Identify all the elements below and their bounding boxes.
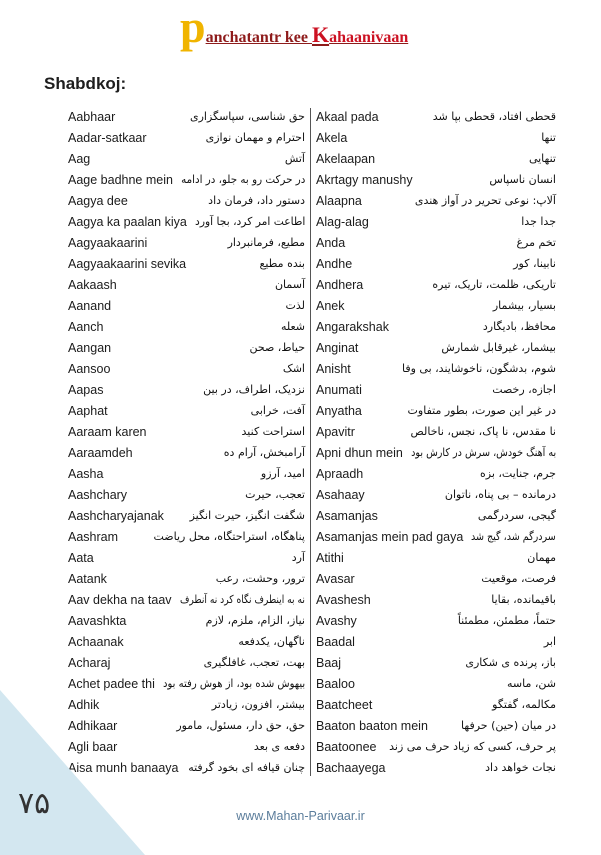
glossary-entry <box>68 211 305 232</box>
glossary-entry <box>68 337 305 358</box>
entry-meaning: لذت <box>285 299 305 312</box>
entry-term: Agli baar <box>68 740 118 754</box>
glossary-entry <box>316 106 556 127</box>
entry-meaning: تخم مرغ <box>516 236 556 249</box>
entry-term: Asamanjas mein pad gaya <box>316 530 464 544</box>
entry-term: Aashram <box>68 530 119 544</box>
glossary-entry <box>68 652 305 673</box>
entry-meaning: حیاط، صحن <box>249 341 305 354</box>
glossary-entry <box>68 316 305 337</box>
entry-meaning: حتماً، مطمئن، مطمئناً <box>457 614 556 627</box>
glossary-entry <box>316 736 556 757</box>
glossary-entry <box>68 400 305 421</box>
entry-term: Aag <box>68 152 91 166</box>
entry-term: Baaton baaton mein <box>316 719 428 733</box>
entry-term: Apavitr <box>316 425 355 439</box>
entry-term: Anek <box>316 299 345 313</box>
entry-term: Akrtagy manushy <box>316 173 413 187</box>
page-number: ۷۵ <box>18 786 51 821</box>
entry-meaning: اشک <box>282 362 305 375</box>
entry-meaning: شوم، بدشگون، ناخوشایند، بی وفا <box>401 362 556 375</box>
glossary-entry <box>316 232 556 253</box>
glossary-entry <box>316 505 556 526</box>
entry-term: Adhikaar <box>68 719 118 733</box>
entry-meaning: شعله <box>280 320 305 333</box>
entry-term: Aanch <box>68 320 104 334</box>
entry-meaning: آسمان <box>274 278 305 291</box>
page-title <box>180 1 408 54</box>
entry-meaning: دفعه ی بعد <box>253 740 305 753</box>
entry-term: Bachaayega <box>316 761 386 775</box>
column-divider <box>310 108 311 776</box>
entry-term: Aatank <box>68 572 107 586</box>
entry-meaning: در غیر این صورت، بطور متفاوت <box>407 404 556 417</box>
glossary-entry <box>316 211 556 232</box>
entry-meaning: نابینا، کور <box>513 257 556 270</box>
entry-term: Aagya dee <box>68 194 128 208</box>
entry-meaning: آلاپ: نوعی تحریر در آواز هندی <box>414 194 556 207</box>
glossary-entry <box>68 526 305 547</box>
glossary-entry <box>68 463 305 484</box>
glossary-entry <box>316 673 556 694</box>
entry-meaning: جدا جدا <box>521 215 556 228</box>
entry-meaning: دستور داد، فرمان داد <box>208 194 305 207</box>
entry-meaning: اجازه، رخصت <box>492 383 556 396</box>
glossary-column-right <box>316 106 556 778</box>
entry-term: Aakaash <box>68 278 117 292</box>
entry-term: Apraadh <box>316 467 364 481</box>
entry-meaning: تنها <box>541 131 556 144</box>
entry-term: Baatoonee <box>316 740 377 754</box>
entry-meaning: انسان ناسپاس <box>489 173 556 186</box>
entry-meaning: چنان قیافه ای بخود گرفته <box>188 761 305 774</box>
glossary-entry <box>68 190 305 211</box>
entry-term: Aav dekha na taav <box>68 593 172 607</box>
glossary-entry <box>316 421 556 442</box>
entry-term: Achaanak <box>68 635 124 649</box>
glossary-entry <box>68 547 305 568</box>
entry-term: Aabhaar <box>68 110 116 124</box>
entry-meaning: نزدیک، اطراف، در بین <box>203 383 305 396</box>
entry-term: Baatcheet <box>316 698 373 712</box>
entry-meaning: ناگهان، یکدفعه <box>238 635 305 648</box>
entry-meaning: احترام و مهمان نوازی <box>205 131 305 144</box>
entry-term: Aage badhne mein <box>68 173 173 187</box>
glossary-entry <box>68 589 305 610</box>
entry-term: Aagyaakaarini <box>68 236 148 250</box>
glossary-entry <box>316 400 556 421</box>
glossary-entry <box>316 127 556 148</box>
entry-term: Aashchary <box>68 488 128 502</box>
glossary-entry <box>316 169 556 190</box>
entry-meaning: پناهگاه، استراحتگاه، محل ریاضت <box>153 530 305 543</box>
title-drop-letter: p <box>180 1 206 52</box>
glossary-entry <box>68 169 305 190</box>
entry-meaning: پر حرف، کسی که زیاد حرف می زند <box>389 740 556 753</box>
title-accent-letter: K <box>311 22 330 47</box>
entry-term: Aashcharyajanak <box>68 509 164 523</box>
entry-term: Anyatha <box>316 404 362 418</box>
entry-term: Baaj <box>316 656 342 670</box>
entry-term: Aagya ka paalan kiya <box>68 215 187 229</box>
entry-term: Adhik <box>68 698 100 712</box>
entry-term: Aavashkta <box>68 614 127 628</box>
entry-meaning: ابر <box>543 635 556 648</box>
entry-meaning: گیجی، سردرگمی <box>477 509 556 522</box>
entry-term: Akelaapan <box>316 152 376 166</box>
glossary-entry <box>316 757 556 778</box>
entry-term: Aagyaakaarini sevika <box>68 257 187 271</box>
entry-meaning: آتش <box>284 152 305 165</box>
entry-meaning: شگفت انگیز، حیرت انگیز <box>189 509 305 522</box>
entry-term: Baadal <box>316 635 355 649</box>
entry-term: Aaraamdeh <box>68 446 133 460</box>
entry-term: Alaapna <box>316 194 362 208</box>
entry-term: Aangan <box>68 341 112 355</box>
glossary-entry <box>68 610 305 631</box>
glossary-entry <box>68 253 305 274</box>
entry-meaning: فرصت، موقعیت <box>481 572 556 585</box>
glossary-heading: Shabdkoj: <box>44 74 127 93</box>
glossary-entry <box>68 148 305 169</box>
glossary-entry <box>68 295 305 316</box>
glossary-column-left <box>68 106 305 778</box>
entry-meaning: استراحت کنید <box>241 425 305 438</box>
glossary-entry <box>68 274 305 295</box>
entry-meaning: امید، آرزو <box>260 467 305 480</box>
entry-meaning: اطاعت امر کرد، بجا آورد <box>194 215 305 228</box>
entry-term: Akaal pada <box>316 110 379 124</box>
entry-meaning: مکالمه، گفتگو <box>492 698 556 711</box>
entry-term: Aisa munh banaaya <box>68 761 179 775</box>
entry-term: Aata <box>68 551 94 565</box>
glossary-entry <box>316 610 556 631</box>
entry-term: Angarakshak <box>316 320 389 334</box>
entry-meaning: تعجب، حیرت <box>245 488 305 501</box>
entry-meaning: بسیار، بیشمار <box>492 299 556 312</box>
glossary-entry <box>68 442 305 463</box>
entry-meaning: بیشتر، افزون، زیادتر <box>211 698 305 711</box>
glossary-entry <box>316 463 556 484</box>
entry-meaning: مهمان <box>527 551 556 564</box>
glossary-entry <box>68 568 305 589</box>
entry-term: Alag-alag <box>316 215 369 229</box>
entry-meaning: در حرکت رو به جلو، در ادامه <box>180 173 305 186</box>
entry-term: Avashy <box>316 614 357 628</box>
entry-meaning: در میان (حین) حرفها <box>461 719 556 732</box>
glossary-entry <box>316 715 556 736</box>
glossary-entry <box>316 358 556 379</box>
glossary-entry <box>316 652 556 673</box>
entry-term: Avasar <box>316 572 355 586</box>
entry-term: Akela <box>316 131 348 145</box>
entry-meaning: ترور، وحشت، رعب <box>215 572 305 585</box>
glossary-entry <box>68 505 305 526</box>
entry-meaning: تاریکی، ظلمت، تاریک، تیره <box>432 278 556 291</box>
glossary-entry <box>68 631 305 652</box>
entry-term: Baaloo <box>316 677 355 691</box>
entry-meaning: تنهایی <box>528 152 556 165</box>
entry-meaning: بیشمار، غیرقابل شمارش <box>441 341 556 354</box>
glossary-entry <box>68 484 305 505</box>
entry-term: Aanand <box>68 299 112 313</box>
entry-meaning: نه به اینطرف نگاه کرد نه آنطرف <box>180 593 305 606</box>
entry-term: Avashesh <box>316 593 371 607</box>
glossary-entry <box>316 484 556 505</box>
entry-meaning: نیاز، الزام، ملزم، لازم <box>205 614 305 627</box>
glossary-entry <box>316 547 556 568</box>
entry-term: Aaraam karen <box>68 425 147 439</box>
glossary-entry <box>316 274 556 295</box>
entry-term: Atithi <box>316 551 344 565</box>
entry-meaning: آرامبخش، آرام ده <box>223 446 305 459</box>
entry-meaning: نا مقدس، نا پاک، نجس، ناخالص <box>410 425 556 438</box>
entry-meaning: آفت، خرابی <box>250 404 305 417</box>
entry-term: Aapas <box>68 383 104 397</box>
entry-term: Asahaay <box>316 488 365 502</box>
entry-meaning: محافظ، بادیگارد <box>482 320 556 333</box>
entry-term: Anginat <box>316 341 359 355</box>
glossary-entry <box>68 379 305 400</box>
glossary-entry <box>316 694 556 715</box>
glossary-entry <box>316 337 556 358</box>
entry-term: Aadar-satkaar <box>68 131 147 145</box>
entry-meaning: جرم، جنایت، بزه <box>479 467 556 480</box>
glossary-entry <box>68 358 305 379</box>
entry-term: Acharaj <box>68 656 111 670</box>
entry-term: Achet padee thi <box>68 677 155 691</box>
glossary-entry <box>316 442 556 463</box>
glossary-entry <box>316 589 556 610</box>
entry-meaning: شن، ماسه <box>507 677 556 690</box>
footer-website: www.Mahan-Parivaar.ir <box>236 809 365 823</box>
glossary-entry <box>316 631 556 652</box>
entry-meaning: به آهنگ خودش، سرش در کارش بود <box>410 446 556 459</box>
title-text-part-2: ahaanivaan <box>329 29 409 46</box>
entry-term: Anda <box>316 236 346 250</box>
entry-term: Aaphat <box>68 404 108 418</box>
glossary-entry <box>316 316 556 337</box>
entry-meaning: قحطی افتاد، قحطی بپا شد <box>432 110 556 123</box>
glossary-entry <box>316 253 556 274</box>
title-text-part-1: anchatantr kee <box>205 29 312 46</box>
entry-meaning: بیهوش شده بود، از هوش رفته بود <box>162 677 305 690</box>
entry-term: Apni dhun mein <box>316 446 403 460</box>
entry-term: Andhera <box>316 278 364 292</box>
glossary-entry <box>316 148 556 169</box>
entry-meaning: آرد <box>291 551 305 564</box>
entry-term: Anisht <box>316 362 351 376</box>
entry-meaning: حق، حق دار، مسئول، مامور <box>176 719 305 732</box>
entry-term: Aasha <box>68 467 104 481</box>
glossary-entry <box>316 295 556 316</box>
glossary-entry <box>316 190 556 211</box>
glossary-entry <box>316 568 556 589</box>
entry-meaning: نجات خواهد داد <box>485 761 556 774</box>
entry-meaning: بنده مطیع <box>259 257 305 270</box>
entry-meaning: درمانده – بی پناه، ناتوان <box>444 488 556 501</box>
glossary-entry <box>68 232 305 253</box>
entry-term: Asamanjas <box>316 509 378 523</box>
glossary-entry <box>68 421 305 442</box>
entry-meaning: بهت، تعجب، غافلگیری <box>203 656 305 669</box>
glossary-entry <box>316 379 556 400</box>
entry-term: Andhe <box>316 257 353 271</box>
corner-decoration <box>0 690 145 855</box>
entry-meaning: سردرگم شد، گیج شد <box>471 530 556 543</box>
entry-meaning: حق شناسی، سپاسگزاری <box>189 110 305 123</box>
glossary-entry <box>68 127 305 148</box>
glossary-entry <box>68 106 305 127</box>
entry-meaning: مطیع، فرمانبردار <box>227 236 305 249</box>
entry-meaning: باقیمانده، بقایا <box>491 593 556 606</box>
entry-meaning: باز، پرنده ی شکاری <box>465 656 556 669</box>
entry-term: Aansoo <box>68 362 111 376</box>
glossary-entry <box>316 526 556 547</box>
entry-term: Anumati <box>316 383 362 397</box>
